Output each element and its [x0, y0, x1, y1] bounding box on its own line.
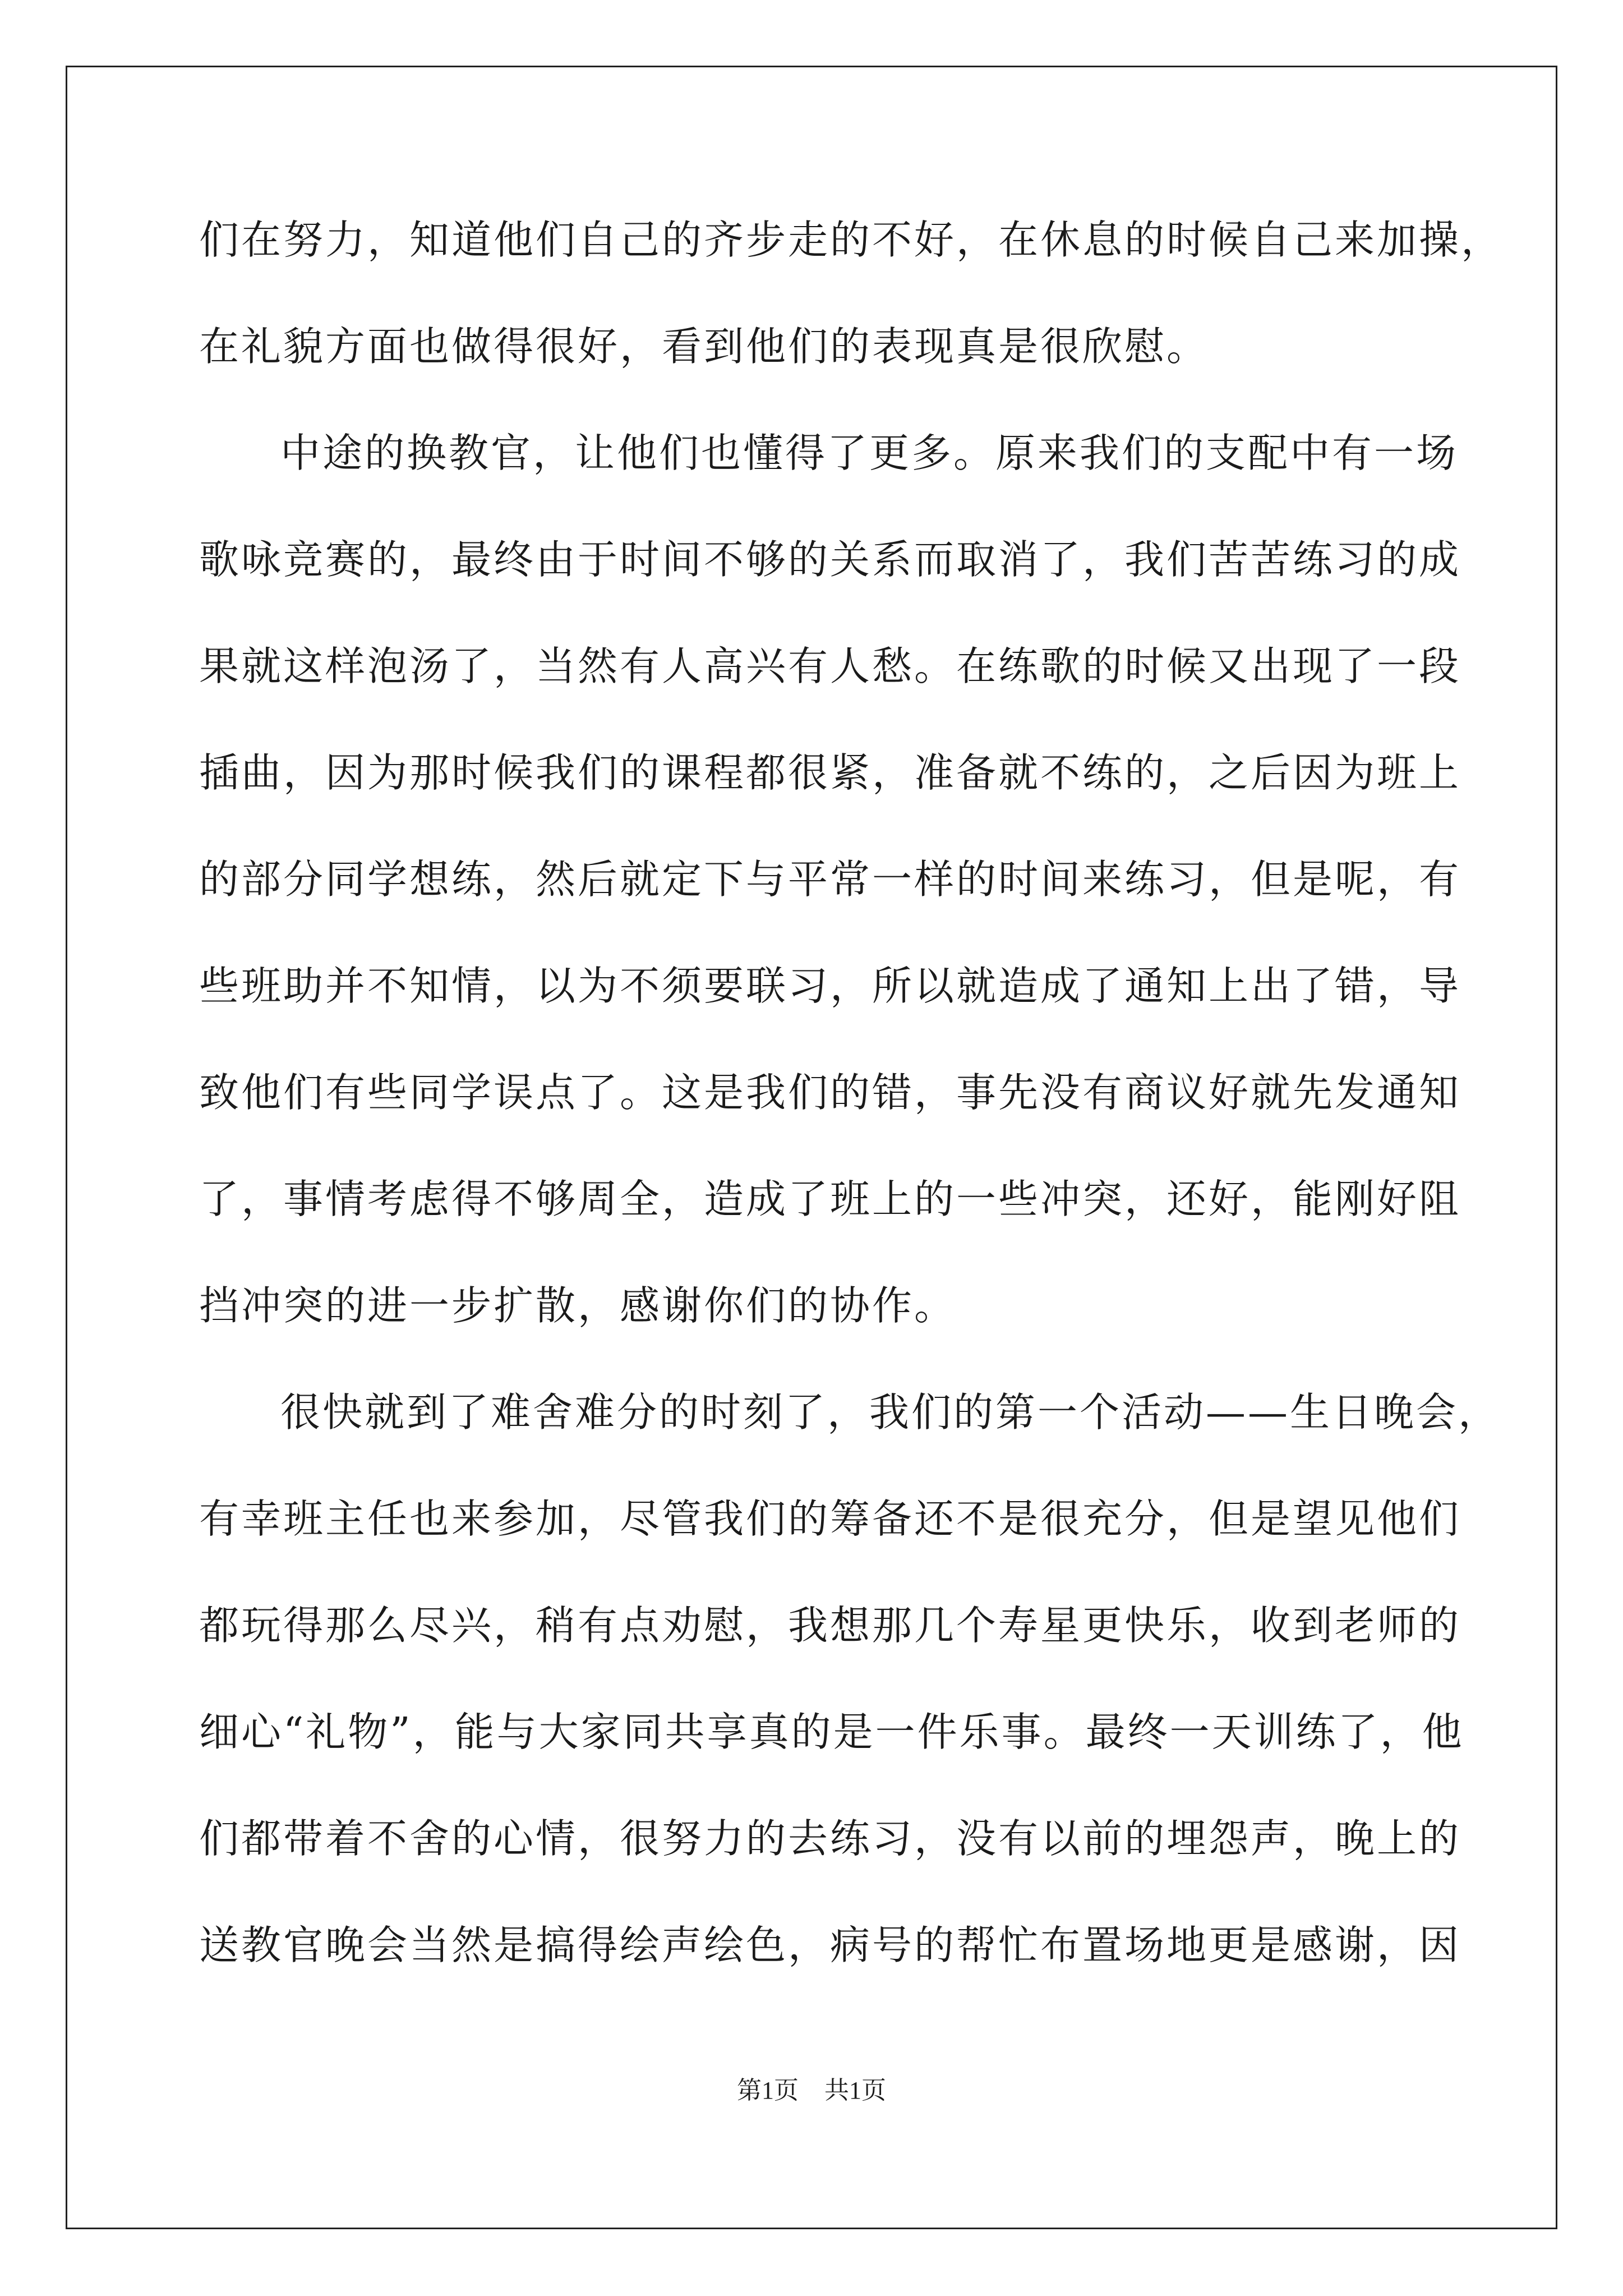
- text-line: 果就这样泡汤了，当然有人高兴有人愁。在练歌的时候又出现了一段: [199, 643, 1461, 689]
- text-line: 的部分同学想练，然后就定下与平常一样的时间来练习，但是呢，有: [199, 856, 1461, 903]
- text-line: 们在努力，知道他们自己的齐步走的不好，在休息的时候自己来加操，: [199, 217, 1504, 263]
- text-line: 了，事情考虑得不够周全，造成了班上的一些冲突，还好，能刚好阻: [199, 1176, 1461, 1222]
- text-line: 歌咏竞赛的，最终由于时间不够的关系而取消了，我们苦苦练习的成: [199, 536, 1461, 583]
- page-total: 共1页: [824, 2077, 886, 2104]
- text-line: 送教官晚会当然是搞得绘声绘色，病号的帮忙布置场地更是感谢，因: [199, 1922, 1461, 1968]
- text-line: 在礼貌方面也做得很好，看到他们的表现真是很欣慰。: [199, 323, 1209, 370]
- text-line: 些班助并不知情，以为不须要联习，所以就造成了通知上出了错，导: [199, 963, 1461, 1009]
- page-number: 第1页: [737, 2077, 799, 2104]
- text-line: 细心“礼物”，能与大家同共享真的是一件乐事。最终一天训练了，他: [199, 1709, 1464, 1755]
- paragraph-start-line: 很快就到了难舍难分的时刻了，我们的第一个活动——生日晚会，: [280, 1389, 1501, 1435]
- text-line: 们都带着不舍的心情，很努力的去练习，没有以前的埋怨声，晚上的: [199, 1815, 1461, 1862]
- page-border: [66, 66, 1557, 2229]
- text-line: 挡冲突的进一步扩散，感谢你们的协作。: [199, 1282, 957, 1329]
- text-line: 都玩得那么尽兴，稍有点劝慰，我想那几个寿星更快乐，收到老师的: [199, 1602, 1461, 1649]
- text-line: 有幸班主任也来参加，尽管我们的筹备还不是很充分，但是望见他们: [199, 1496, 1461, 1542]
- text-line: 致他们有些同学误点了。这是我们的错，事先没有商议好就先发通知: [199, 1069, 1461, 1116]
- text-line: 插曲，因为那时候我们的课程都很紧，准备就不练的，之后因为班上: [199, 749, 1461, 796]
- page-footer: [0, 2074, 1623, 2108]
- paragraph-start-line: 中途的换教官，让他们也懂得了更多。原来我们的支配中有一场: [280, 430, 1459, 476]
